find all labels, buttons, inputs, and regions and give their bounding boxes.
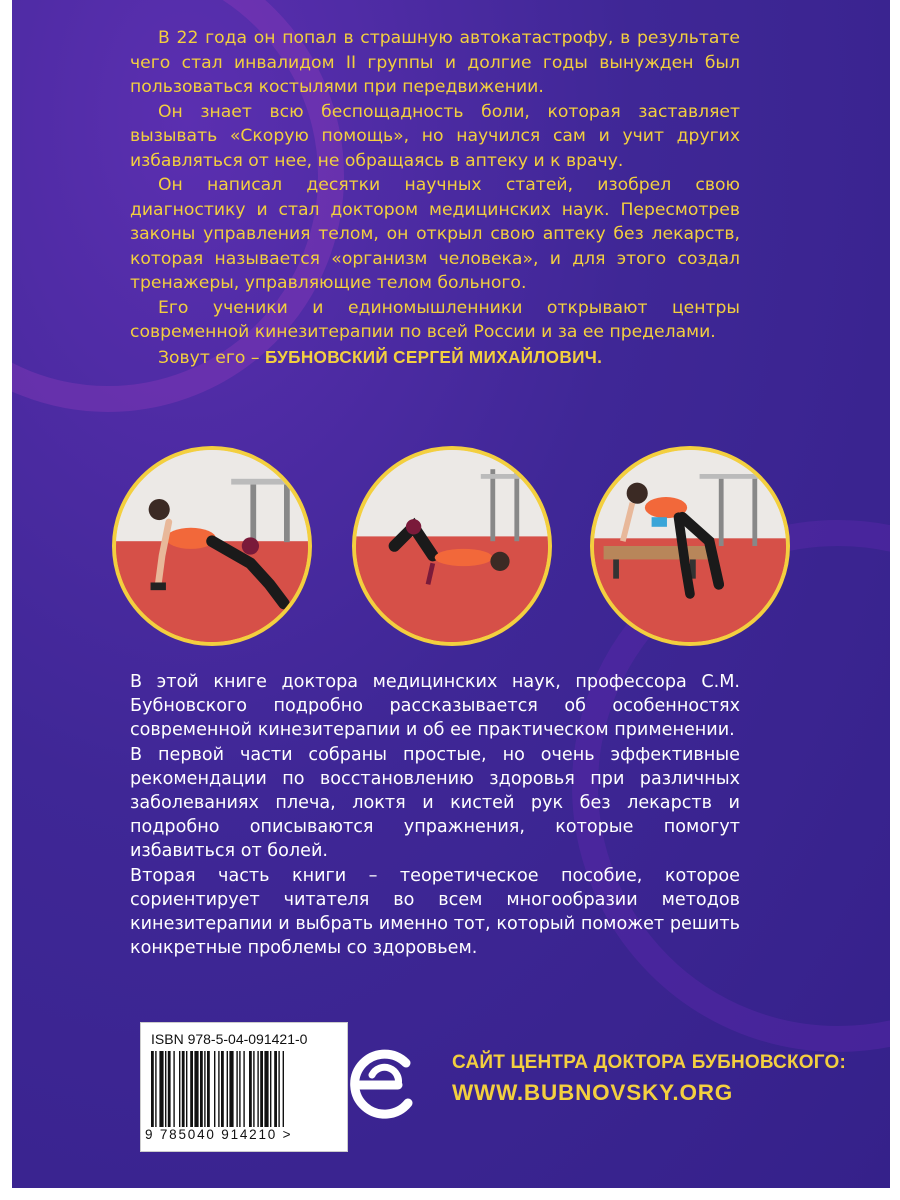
author-name-line: [130, 345, 740, 371]
author-name: БУБНОВСКИЙ СЕРГЕЙ МИХАЙЛОВИЧ.: [264, 346, 603, 367]
description-paragraph: В первой части собраны простые, но очень эффективные рекомендации по восстановлению здоровья при различных заболеваниях плеча, локтя и кистей рук без лекарств и подробно описываются упражнения, которые помогут избавиться от болей.: [130, 744, 740, 862]
site-title: САЙТ ЦЕНТРА ДОКТОРА БУБНОВСКОГО:: [452, 1052, 846, 1073]
bio-paragraph: Его ученики и единомышленники открывают центры современной кинезитерапии по всей России и за ее пределами.: [130, 297, 740, 342]
bench-row-illustration: [594, 450, 786, 642]
barcode-bar: [179, 1051, 180, 1127]
author-biography: [130, 26, 740, 370]
bio-paragraph: Он написал десятки научных статей, изобрел свою диагностику и стал доктором медицинских наук. Пересмотрев законы управления телом, он открыл свою аптеку без лекарств, которая называется «организм человека», и для этого создал тренажеры, управляющие телом больного.: [130, 175, 740, 293]
bio-paragraph: В 22 года он попал в страшную автокатастрофу, в результате чего стал инвалидом II группы и долгие годы вынужден был пользоваться костылями при передвижении.: [130, 28, 740, 97]
barcode-bar: [278, 1051, 279, 1127]
barcode-bar: [274, 1051, 277, 1127]
exercise-photo-pushup: [112, 446, 312, 646]
barcode-bar: [173, 1051, 174, 1127]
barcode-bar: [159, 1051, 163, 1127]
barcode-bar: [151, 1051, 154, 1127]
bio-paragraph: Он знает всю беспощадность боли, которая заставляет вызывать «Скорую помощь», но научился сам и учит других избавляться от нее, не обращаясь в аптеку и к врачу.: [130, 101, 740, 171]
exercise-photos: [112, 446, 792, 646]
barcode-bar: [229, 1051, 233, 1127]
barcode-bar: [194, 1051, 198, 1127]
barcode-bar: [186, 1051, 187, 1127]
barcode-bar: [221, 1051, 224, 1127]
site-url[interactable]: WWW.BUBNOVSKY.ORG: [452, 1080, 734, 1105]
barcode-bar: [218, 1051, 219, 1127]
barcode-bar: [168, 1051, 171, 1127]
author-name-prefix: Зовут его –: [158, 347, 265, 368]
isbn-barcode: [140, 1022, 348, 1152]
barcode-bar: [270, 1051, 271, 1127]
exercise-photo-bench: [590, 446, 790, 646]
barcode-bar: [260, 1051, 263, 1127]
description-paragraph: В этой книге доктора медицинских наук, профессора С.М. Бубновского подробно рассказывается об особенностях современной кинезитерапии и об ее практическом применении.: [130, 672, 740, 741]
barcode-bar: [264, 1051, 268, 1127]
barcode-bar: [200, 1051, 203, 1127]
barcode-bars: [151, 1051, 337, 1127]
barcode-bar: [253, 1051, 254, 1127]
floor-exercise-illustration: [356, 450, 548, 642]
barcode-bar: [155, 1051, 156, 1127]
eksmo-logo-icon: [346, 1045, 420, 1125]
description-paragraph: Вторая часть книги – теоретическое пособие, которое сориентирует читателя во всем многообразии методов кинезитерапии и выбрать именно тот, который поможет решить конкретные проблемы со здоровьем.: [130, 865, 740, 959]
barcode-bar: [182, 1051, 185, 1127]
barcode-bar: [227, 1051, 228, 1127]
isbn-text: ISBN 978-5-04-091421-0: [151, 1031, 308, 1047]
barcode-bar: [236, 1051, 237, 1127]
barcode-number: 9 785040 914210 >: [145, 1127, 293, 1142]
barcode-bar: [239, 1051, 240, 1127]
barcode-bar: [190, 1051, 193, 1127]
book-description: [130, 670, 740, 960]
barcode-bar: [214, 1051, 215, 1127]
barcode-bar: [204, 1051, 205, 1127]
barcode-bar: [283, 1051, 284, 1127]
pushup-illustration: [116, 450, 308, 642]
barcode-bar: [249, 1051, 252, 1127]
exercise-photo-floor: [352, 446, 552, 646]
barcode-bar: [257, 1051, 258, 1127]
barcode-bar: [165, 1051, 166, 1127]
barcode-bar: [207, 1051, 210, 1127]
barcode-bar: [243, 1051, 244, 1127]
